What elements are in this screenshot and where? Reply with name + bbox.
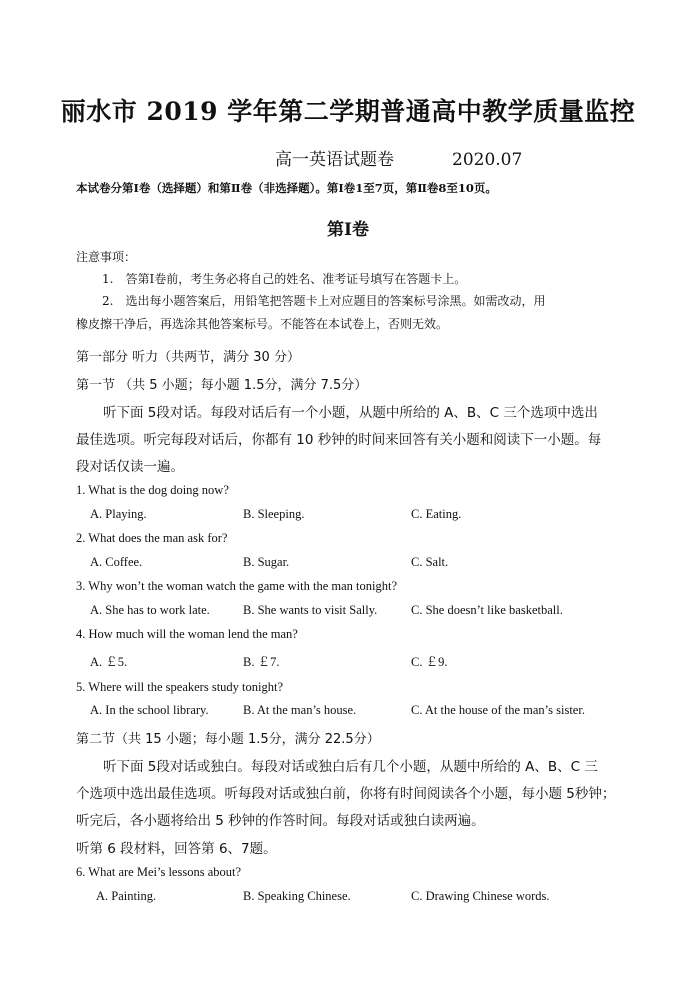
question-4: 4. How much will the woman lend the man? [76,627,298,641]
q6-option-c: C. Drawing Chinese words. [411,889,550,903]
q1-option-b: B. Sleeping. [243,507,305,521]
question-1: 1. What is the dog doing now? [76,483,229,497]
sec1-paragraph-line-2: 最佳选项。听完每段对话后，你都有 10 秒钟的时间来回答有关小题和阅读下一小题。每 [76,432,602,448]
q3-option-a: A. She has to work late. [90,603,210,617]
question-6: 6. What are Mei’s lessons about? [76,865,242,879]
question-2: 2. What does the man ask for? [76,531,228,545]
q5-option-b: B. At the man’s house. [243,703,357,717]
q4-option-b: B. ￡7. [243,655,280,669]
listen-6-instruction: 听第 6 段材料，回答第 6、7题。 [76,841,277,857]
q1-option-c: C. Eating. [411,507,462,521]
q5-option-a: A. In the school library. [90,703,209,717]
q3-option-b: B. She wants to visit Sally. [243,603,378,617]
notice-heading: 注意事项： [76,250,137,264]
sec1-paragraph-line-1: 听下面 5段对话。每段对话后有一个小题，从题中所给的 A、B、C 三个选项中选出 [103,405,598,421]
sec2-paragraph-line-2: 个选项中选出最佳选项。听每段对话或独白前，你将有时间阅读各个小题，每小题 5秒钟； [76,786,616,802]
subtitle-text: 高一英语试题卷 [275,150,394,170]
exam-date: 2020.07 [452,150,523,170]
notice-item-2-line-2: 橡皮擦干净后，再选涂其他答案标号。不能答在本试卷上，否则无效。 [76,317,449,331]
sec1-paragraph-line-3: 段对话仅读一遍。 [76,459,184,475]
q4-option-c: C. ￡9. [411,655,448,669]
q1-option-a: A. Playing. [90,507,147,521]
section-title: 第Ⅰ卷 [327,220,369,240]
q5-option-c: C. At the house of the man’s sister. [411,703,585,717]
notice-item-1: 1. 答第Ⅰ卷前，考生务必将自己的姓名、准考证号填写在答题卡上。 [102,272,467,286]
q3-option-c: C. She doesn’t like basketball. [411,603,563,617]
question-3: 3. Why won’t the woman watch the game with the man tonight? [76,579,397,593]
question-5: 5. Where will the speakers study tonight? [76,680,284,694]
page-title: 丽水市 2019 学年第二学期普通高中教学质量监控 [60,97,636,126]
sec2-heading: 第二节（共 15 小题；每小题 1.5分，满分 22.5分） [76,732,380,747]
q2-option-b: B. Sugar. [243,555,290,569]
q2-option-c: C. Salt. [411,555,449,569]
part1-heading: 第一部分 听力（共两节，满分 30 分） [76,350,300,365]
sec1-heading: 第一节 （共 5 小题；每小题 1.5分，满分 7.5分） [76,378,368,393]
page-subtitle [275,145,522,170]
q4-option-a: A. ￡5. [90,655,128,669]
sec2-paragraph-line-1: 听下面 5段对话或独白。每段对话或独白后有几个小题，从题中所给的 A、B、C 三 [103,759,598,775]
q6-option-b: B. Speaking Chinese. [243,889,351,903]
q2-option-a: A. Coffee. [90,555,143,569]
sec2-paragraph-line-3: 听完后，各小题将给出 5 秒钟的作答时间。每段对话或独白读两遍。 [76,813,485,829]
notice-item-2-line-1: 2. 选出每小题答案后，用铅笔把答题卡上对应题目的答案标号涂黑。如需改动，用 [102,294,546,308]
intro-text: 本试卷分第Ⅰ卷（选择题）和第Ⅱ卷（非选择题）。第Ⅰ卷1至7页，第Ⅱ卷8至10页。 [76,181,497,195]
q6-option-a: A. Painting. [96,889,157,903]
